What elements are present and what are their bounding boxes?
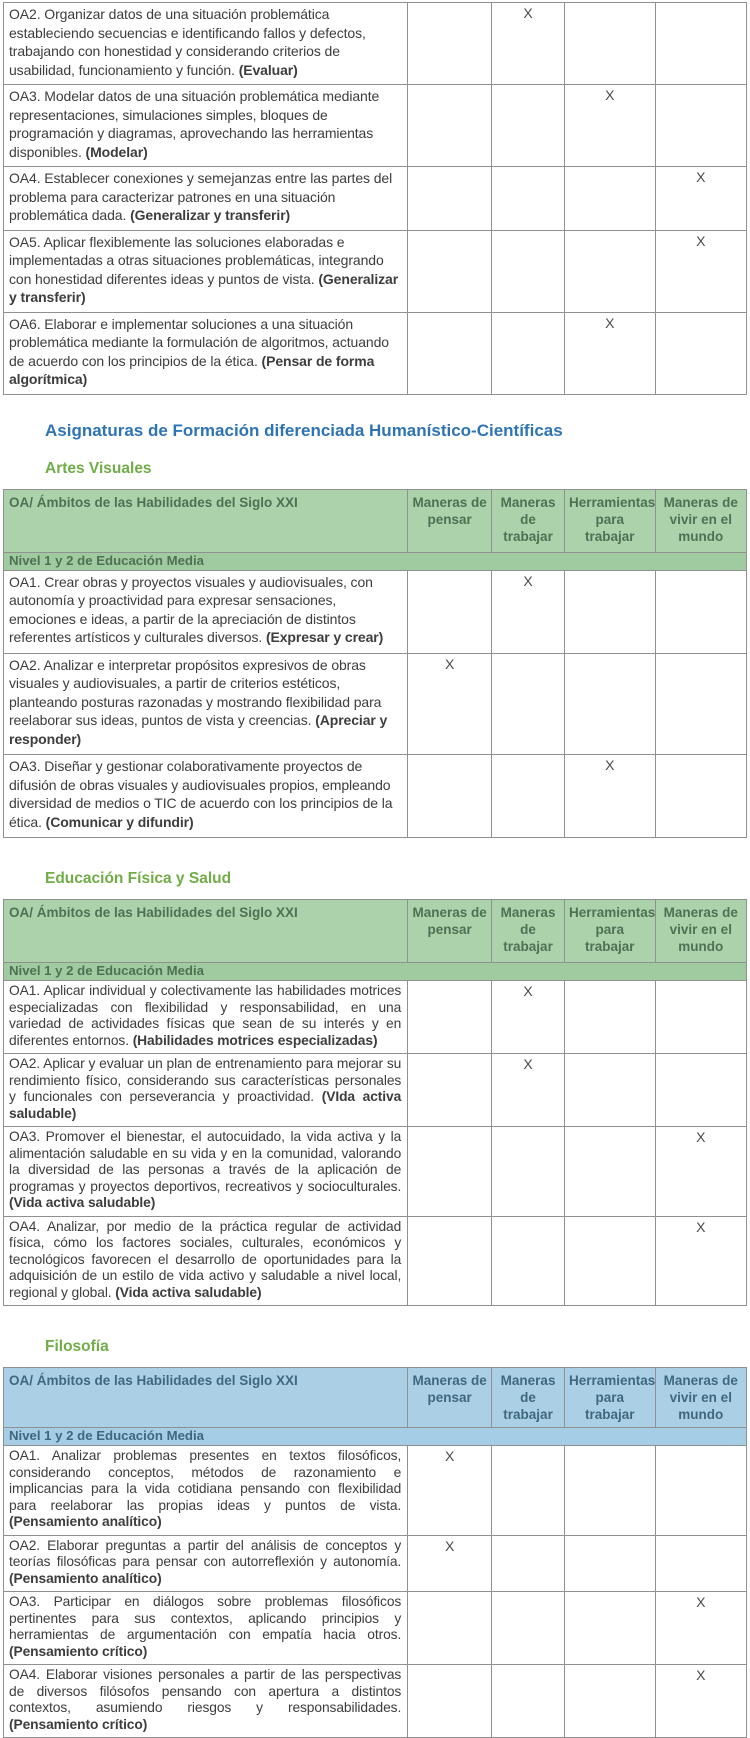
oa-table-filosofia — [3, 1367, 747, 1738]
column-header-skill: Maneras de vivir en el mundo — [655, 489, 746, 552]
oa-row — [4, 1216, 747, 1306]
x-mark-cell: X — [492, 981, 565, 1054]
x-mark-cell: X — [655, 1665, 746, 1738]
oa-text: OA4. Establecer conexiones y semejanzas entre las partes del problema para caracterizar patrones en una situación problemática dada. — [9, 170, 393, 223]
oa-skill-label: (VIda activa saludable) — [9, 1089, 402, 1121]
empty-mark-cell — [408, 570, 492, 653]
empty-mark-cell — [492, 85, 565, 167]
empty-mark-cell — [492, 1592, 565, 1665]
empty-mark-cell — [492, 1665, 565, 1738]
x-mark-cell: X — [564, 755, 655, 838]
empty-mark-cell — [492, 230, 565, 312]
x-mark-cell: X — [408, 1535, 492, 1592]
empty-mark-cell — [564, 1665, 655, 1738]
oa-row — [4, 1127, 747, 1217]
table-header-row — [4, 900, 747, 963]
x-mark-cell: X — [408, 653, 492, 755]
oa-text: OA3. Promover el bienestar, el autocuidado, la vida activa y la alimentación saludable en su vida y en la comunidad, valorando la diversidad de las personas a través de la aplicación de programas y proyectos deportivos, recreativos y socioculturales. — [9, 1129, 402, 1194]
empty-mark-cell — [564, 570, 655, 653]
oa-row — [4, 1054, 747, 1127]
column-header-skill: Herramientas para trabajar — [564, 489, 655, 552]
oa-text: OA3. Diseñar y gestionar colaborativamente proyectos de difusión de obras visuales y audiovisuales propios, empleando diversidad de medios o TIC de acuerdo con los principios de la ética. — [9, 758, 393, 830]
empty-mark-cell — [564, 3, 655, 85]
oa-text: OA2. Aplicar y evaluar un plan de entrenamiento para mejorar su rendimiento físico, considerando sus características personales y funcionales con perseverancia y proactividad. — [9, 1056, 402, 1104]
column-header-oa: OA/ Ámbitos de las Habilidades del Siglo XXI — [4, 900, 408, 963]
oa-row — [4, 230, 747, 312]
level-label: Nivel 1 y 2 de Educación Media — [4, 1428, 747, 1446]
oa-description — [4, 312, 408, 394]
oa-skill-label: (Pensamiento analítico) — [9, 1514, 162, 1529]
oa-description — [4, 1127, 408, 1217]
table-header-row — [4, 1368, 747, 1428]
empty-mark-cell — [408, 1665, 492, 1738]
level-label: Nivel 1 y 2 de Educación Media — [4, 963, 747, 981]
column-header-skill: Herramientas para trabajar — [564, 1368, 655, 1428]
oa-text: OA4. Analizar, por medio de la práctica regular de actividad física, cómo los factores sociales, culturales, económicos y tecnológicos favorecen el desarrollo de oportunidades para la adquisición de un estilo de vida activo y saludable a nivel local, regional y global. — [9, 1218, 402, 1300]
column-header-skill: Maneras de trabajar — [492, 900, 565, 963]
oa-description — [4, 85, 408, 167]
x-mark-cell: X — [564, 312, 655, 394]
empty-mark-cell — [408, 1592, 492, 1665]
empty-mark-cell — [408, 1216, 492, 1306]
column-header-oa: OA/ Ámbitos de las Habilidades del Siglo XXI — [4, 489, 408, 552]
x-mark-cell: X — [655, 1592, 746, 1665]
column-header-oa: OA/ Ámbitos de las Habilidades del Siglo XXI — [4, 1368, 408, 1428]
section-heading: Asignaturas de Formación diferenciada Humanístico-Científicas — [45, 420, 563, 440]
column-header-skill: Maneras de pensar — [408, 900, 492, 963]
oa-skill-label: (Generalizar y transferir) — [130, 207, 291, 223]
empty-mark-cell — [408, 3, 492, 85]
oa-row — [4, 981, 747, 1054]
empty-mark-cell — [408, 755, 492, 838]
x-mark-cell: X — [408, 1446, 492, 1536]
oa-row — [4, 1665, 747, 1738]
empty-mark-cell — [564, 167, 655, 231]
empty-mark-cell — [564, 1127, 655, 1217]
oa-text: OA1. Analizar problemas presentes en textos filosóficos, considerando conceptos, métodos de razonamiento e implicancias para la vida cotidiana pensando con flexibilidad para reelaborar las propias ideas y puntos de vista. — [9, 1448, 402, 1513]
empty-mark-cell — [655, 1054, 746, 1127]
empty-mark-cell — [408, 981, 492, 1054]
x-mark-cell: X — [655, 1127, 746, 1217]
oa-skill-label: (Vida activa saludable) — [9, 1195, 156, 1210]
x-mark-cell: X — [655, 1216, 746, 1306]
empty-mark-cell — [564, 1054, 655, 1127]
oa-row — [4, 570, 747, 653]
empty-mark-cell — [564, 1535, 655, 1592]
empty-mark-cell — [492, 1127, 565, 1217]
oa-skill-label: (Pensamiento crítico) — [9, 1716, 148, 1732]
empty-mark-cell — [564, 981, 655, 1054]
column-header-skill: Maneras de vivir en el mundo — [655, 1368, 746, 1428]
oa-description — [4, 1665, 408, 1738]
x-mark-cell: X — [492, 3, 565, 85]
oa-description — [4, 1446, 408, 1536]
empty-mark-cell — [564, 1446, 655, 1536]
oa-row — [4, 167, 747, 231]
oa-table-educacion-fisica — [3, 899, 747, 1306]
x-mark-cell: X — [655, 230, 746, 312]
empty-mark-cell — [408, 167, 492, 231]
empty-mark-cell — [492, 167, 565, 231]
oa-text: OA5. Aplicar flexiblemente las soluciones elaboradas e implementadas a otras situaciones problemáticas, integrando con honestidad diferentes ideas y puntos de vista. — [9, 233, 384, 287]
empty-mark-cell — [564, 230, 655, 312]
oa-skill-label: (Evaluar) — [238, 61, 298, 78]
empty-mark-cell — [408, 1127, 492, 1217]
oa-skill-label: (Comunicar y difundir) — [45, 813, 194, 830]
x-mark-cell: X — [564, 85, 655, 167]
table-header-row — [4, 489, 747, 552]
empty-mark-cell — [655, 653, 746, 755]
oa-description — [4, 981, 408, 1054]
oa-text: OA2. Elaborar preguntas a partir del análisis de conceptos y teorías filosóficas para pensar con autorreflexión y autonomía. — [9, 1537, 402, 1569]
empty-mark-cell — [492, 1216, 565, 1306]
empty-mark-cell — [655, 3, 746, 85]
oa-description — [4, 230, 408, 312]
oa-text: OA2. Organizar datos de una situación problemática estableciendo secuencias e identificando fallos y defectos, trabajando con honestidad y considerando criterios de usabilidad, funcionamiento y función. — [9, 6, 366, 78]
oa-description — [4, 570, 408, 653]
oa-description — [4, 1592, 408, 1665]
oa-skill-label: (Apreciar y responder) — [9, 712, 388, 747]
oa-description — [4, 1054, 408, 1127]
oa-skill-label: (Generalizar y transferir) — [9, 270, 399, 305]
oa-description — [4, 653, 408, 755]
oa-row — [4, 653, 747, 755]
level-row — [4, 552, 747, 570]
oa-row — [4, 3, 747, 85]
oa-text: OA6. Elaborar e implementar soluciones a una situación problemática mediante la formulación de algoritmos, actuando de acuerdo con los principios de la ética. — [9, 315, 389, 369]
empty-mark-cell — [655, 312, 746, 394]
empty-mark-cell — [408, 85, 492, 167]
empty-mark-cell — [655, 755, 746, 838]
oa-text: OA1. Crear obras y proyectos visuales y audiovisuales, con autonomía y proactividad para expresar sensaciones, emociones e ideas, a partir de la apreciación de distintos referentes artísticos y culturales diversos. — [9, 573, 373, 645]
empty-mark-cell — [564, 1592, 655, 1665]
oa-text: OA1. Aplicar individual y colectivamente las habilidades motrices especializadas con flexibilidad y responsabilidad, en una variedad de actividades físicas que sean de su interés y en diferentes entornos. — [9, 983, 402, 1048]
oa-text: OA3. Modelar datos de una situación problemática mediante representaciones, simulaciones simples, bloques de programación y diagramas, aprovechando las herramientas disponibles. — [9, 88, 380, 160]
empty-mark-cell — [408, 230, 492, 312]
empty-mark-cell — [492, 1446, 565, 1536]
x-mark-cell: X — [492, 1054, 565, 1127]
oa-description — [4, 1216, 408, 1306]
oa-text: OA2. Analizar e interpretar propósitos expresivos de obras visuales y audiovisuales, a partir de criterios estéticos, planteando posturas razonadas y mostrando flexibilidad para reelaborar sus ideas, puntos de vista y creencias. — [9, 656, 382, 728]
level-label: Nivel 1 y 2 de Educación Media — [4, 552, 747, 570]
subject-heading-educacion-fisica: Educación Física y Salud — [45, 870, 232, 887]
empty-mark-cell — [408, 1054, 492, 1127]
oa-description — [4, 1535, 408, 1592]
empty-mark-cell — [408, 312, 492, 394]
oa-skill-label: (Expresar y crear) — [265, 629, 384, 645]
oa-row — [4, 312, 747, 394]
oa-skill-label: (Pensamiento analítico) — [9, 1570, 162, 1586]
empty-mark-cell — [655, 570, 746, 653]
oa-description — [4, 3, 408, 85]
oa-table-artes-visuales — [3, 489, 747, 839]
empty-mark-cell — [655, 1535, 746, 1592]
oa-table-continuation — [3, 2, 747, 395]
column-header-skill: Maneras de trabajar — [492, 489, 565, 552]
oa-text: OA3. Participar en diálogos sobre problemas filosóficos pertinentes para sus contextos, aplicando principios y herramientas de argumentación con empatía hacia otros. — [9, 1594, 402, 1642]
column-header-skill: Maneras de pensar — [408, 489, 492, 552]
column-header-skill: Maneras de trabajar — [492, 1368, 565, 1428]
oa-row — [4, 1535, 747, 1592]
empty-mark-cell — [655, 85, 746, 167]
column-header-skill: Maneras de pensar — [408, 1368, 492, 1428]
oa-skill-label: (Pensamiento crítico) — [9, 1643, 148, 1659]
subject-heading-artes-visuales: Artes Visuales — [45, 459, 152, 477]
oa-description — [4, 755, 408, 838]
level-row — [4, 1428, 747, 1446]
empty-mark-cell — [492, 1535, 565, 1592]
oa-description — [4, 167, 408, 231]
oa-row — [4, 85, 747, 167]
empty-mark-cell — [492, 755, 565, 838]
oa-text: OA4. Elaborar visiones personales a partir de las perspectivas de diversos filósofos pensando con apertura a distintos contextos, asumiendo riesgos y responsabilidades. — [9, 1667, 402, 1715]
empty-mark-cell — [655, 981, 746, 1054]
oa-row — [4, 755, 747, 838]
column-header-skill: Maneras de vivir en el mundo — [655, 900, 746, 963]
empty-mark-cell — [564, 1216, 655, 1306]
x-mark-cell: X — [655, 167, 746, 231]
subject-heading-filosofia: Filosofía — [45, 1338, 109, 1355]
oa-skill-label: (Modelar) — [85, 143, 148, 160]
empty-mark-cell — [492, 653, 565, 755]
empty-mark-cell — [564, 653, 655, 755]
x-mark-cell: X — [492, 570, 565, 653]
oa-skill-label: (Vida activa saludable) — [115, 1284, 262, 1300]
oa-skill-label: (Pensar de forma algorítmica) — [9, 352, 375, 387]
oa-row — [4, 1592, 747, 1665]
empty-mark-cell — [492, 312, 565, 394]
level-row — [4, 963, 747, 981]
oa-row — [4, 1446, 747, 1536]
empty-mark-cell — [655, 1446, 746, 1536]
oa-skill-label: (Habilidades motrices especializadas) — [132, 1032, 378, 1048]
column-header-skill: Herramientas para trabajar — [564, 900, 655, 963]
